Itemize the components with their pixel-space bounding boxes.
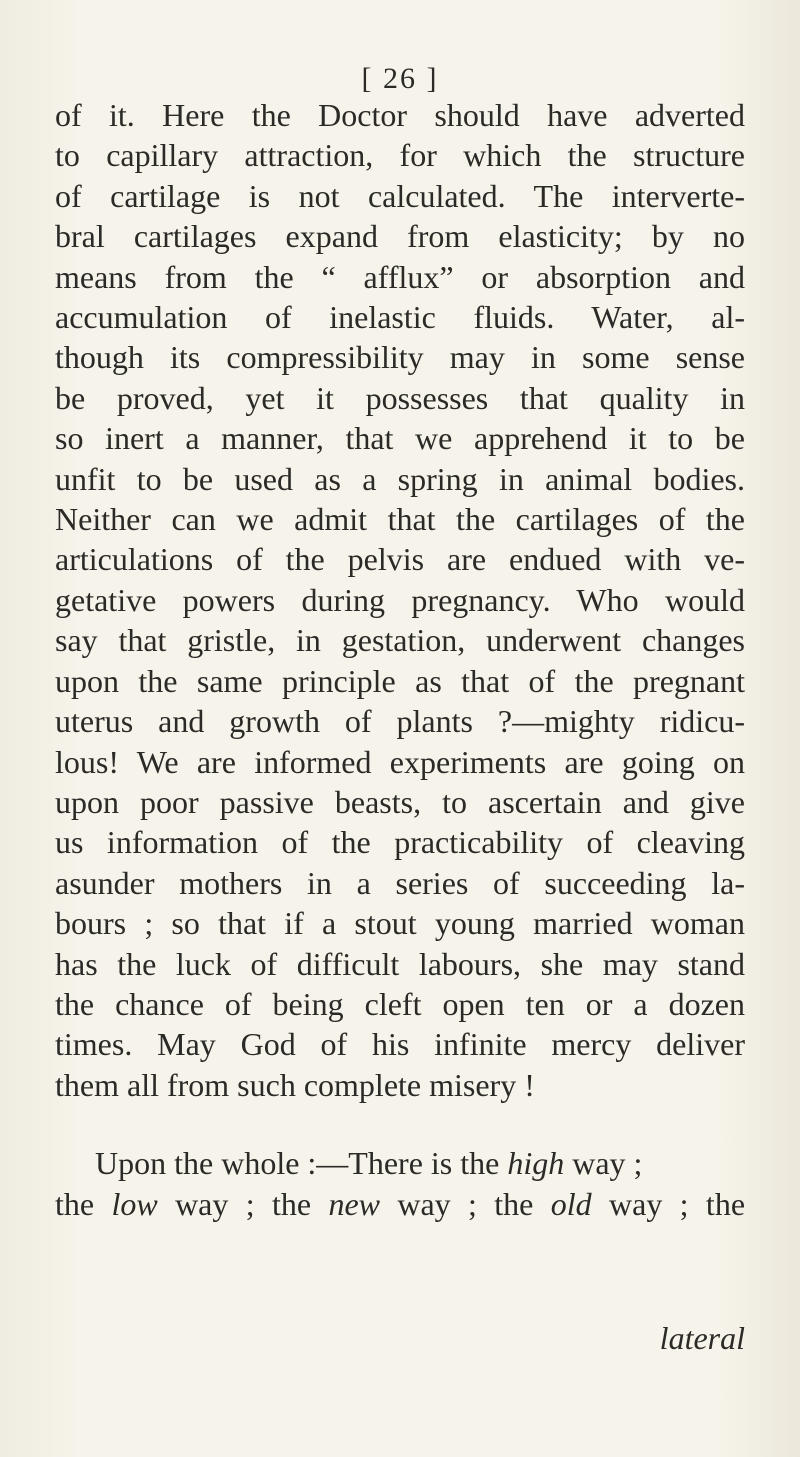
text-line [55,1184,745,1224]
text-line: accumulation of inelastic fluids. Water, al- [55,299,745,336]
text-run: the [55,1185,112,1222]
text-line: bours ; so that if a stout young married woman [55,905,745,942]
italic-word: old [550,1185,592,1222]
text-line: means from the “ afflux” or absorption and [55,258,745,295]
text-run: way ; the [380,1185,551,1222]
text-run: way ; the [591,1185,745,1222]
text-line: upon the same principle as that of the pregnant [55,662,745,699]
text-run: way ; [564,1145,643,1182]
page-number: [ 26 ] [361,62,439,95]
text-line: the chance of being cleft open ten or a dozen [55,985,745,1022]
text-line: of cartilage is not calculated. The interverte- [55,177,745,214]
text-line: be proved, yet it possesses that quality in [55,379,745,416]
text-line: them all from such complete misery ! [55,1066,535,1103]
italic-word: new [328,1185,380,1222]
italic-word: low [111,1185,158,1222]
text-line: bral cartilages expand from elasticity; by no [55,218,745,255]
text-line: us information of the practicability of cleaving [55,824,745,861]
text-line: to capillary attraction, for which the structure [55,137,745,174]
text-line: times. May God of his infinite mercy deliver [55,1026,745,1063]
text-line: of it. Here the Doctor should have adverted [55,97,745,133]
text-line: articulations of the pelvis are endued with ve- [55,541,745,578]
italic-word: high [507,1145,565,1182]
text-line: asunder mothers in a series of succeeding la- [55,864,745,901]
text-line: has the luck of difficult labours, she may stand [55,945,745,982]
text-line: getative powers during pregnancy. Who would [55,581,745,618]
catchword: lateral [659,1320,745,1356]
text-line: unfit to be used as a spring in animal bodies. [55,460,745,497]
text-line [55,1143,745,1183]
body-text [55,95,745,1224]
paragraph-gap [55,1105,745,1143]
text-line: so inert a manner, that we apprehend it to be [55,420,745,457]
text-line: uterus and growth of plants ?—mighty ridicu- [55,703,745,740]
text-line: lous! We are informed experiments are going on [55,743,745,780]
text-line: Neither can we admit that the cartilages of the [55,501,745,538]
text-line: though its compressibility may in some sense [55,339,745,376]
text-run: Upon the whole :—There is the [95,1145,508,1182]
text-line: say that gristle, in gestation, underwent changes [55,622,745,659]
text-run: way ; the [157,1185,329,1222]
text-line: upon poor passive beasts, to ascertain and give [55,783,745,820]
